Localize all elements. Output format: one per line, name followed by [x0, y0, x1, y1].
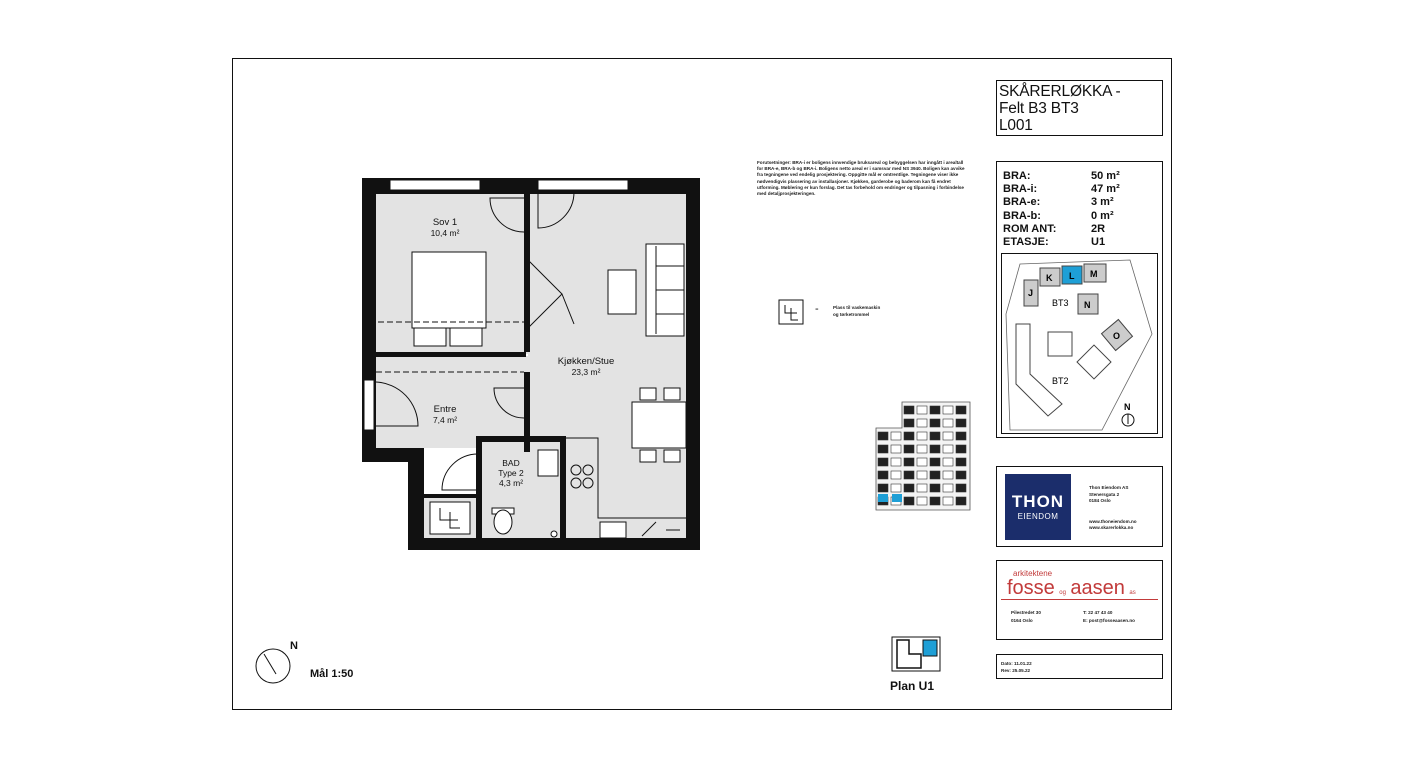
window-bedroom [390, 180, 480, 190]
site-keymap-drawing [1002, 254, 1157, 433]
elevation-cell [904, 484, 914, 492]
date-line1: Dato: 11.01.22 [1001, 661, 1032, 666]
architect-logo [1007, 577, 1136, 600]
area-label: BRA-i: [1003, 183, 1038, 196]
legend-line2: og tørketrommel [833, 311, 870, 317]
elevation-cell [878, 432, 888, 440]
elevation-cell [904, 419, 914, 427]
title-block [996, 80, 1163, 136]
date-line2: Rev: 25.05.22 [1001, 668, 1031, 673]
wall-right [686, 178, 700, 550]
highlight-unit-1 [878, 494, 888, 502]
architect-prefix: arkitektene [1013, 569, 1053, 578]
elevation-cell [878, 445, 888, 453]
elevation-cell [904, 497, 914, 505]
elevation-cell [943, 484, 953, 492]
elevation-cell [956, 406, 966, 414]
room-entre [410, 405, 480, 425]
elevation-cell [917, 497, 927, 505]
wall-bed-living [524, 192, 530, 352]
elevation-cell [917, 458, 927, 466]
room-bad-name: BAD [502, 458, 520, 468]
coffee-table [608, 270, 636, 314]
building-diagram [872, 392, 972, 514]
thon-address2: 0184 Oslo [1089, 498, 1111, 503]
elevation-cell [917, 471, 927, 479]
architect-name2: aasen [1070, 577, 1125, 599]
elevation-cell [917, 419, 927, 427]
window-entry [364, 380, 374, 430]
legend-line1: Plass til vaskemaskin [833, 305, 881, 310]
elevation-cell [930, 432, 940, 440]
door-bath [442, 454, 478, 490]
elevation-cell [904, 458, 914, 466]
dining-table [632, 402, 686, 448]
room-bad-area: 4,3 m² [498, 478, 524, 488]
bath-sink [538, 450, 558, 476]
elevation-cell [943, 419, 953, 427]
wall-tech-top [422, 494, 480, 498]
wall-bath-top [476, 436, 566, 442]
area-value: 2R [1091, 222, 1106, 235]
elevation-cell [956, 471, 966, 479]
elevation-cell [943, 445, 953, 453]
architect-name1: fosse [1007, 577, 1055, 599]
elevation-cell [956, 419, 966, 427]
architect-rule [1001, 599, 1158, 600]
elevation-cell [891, 432, 901, 440]
thon-company: Thon Eiendom AS [1089, 485, 1129, 490]
wall-bath-left [476, 436, 482, 540]
area-value: 3 m² [1091, 196, 1114, 209]
room-sov-name: Sov 1 [432, 217, 458, 228]
unit-number: L001 [999, 117, 1033, 134]
area-value: 47 m² [1091, 183, 1120, 196]
chair-3 [640, 450, 656, 462]
elevation-cell [930, 458, 940, 466]
area-label: ETASJE: [1003, 236, 1049, 248]
architect-phone: T: 22 47 43 40 [1083, 610, 1113, 615]
architect-address2: 0164 Oslo [1011, 618, 1033, 623]
north-arrow-icon [255, 646, 295, 686]
elevation-cell [956, 445, 966, 453]
area-label: BRA: [1003, 170, 1031, 182]
elevation-cell [891, 445, 901, 453]
elevation-cell [930, 497, 940, 505]
area-block [996, 161, 1163, 438]
project-title: SKÅRERLØKKA - [999, 83, 1121, 100]
room-kjokken [546, 357, 626, 377]
architect-block [996, 560, 1163, 640]
plan-u1-label: Plan U1 [890, 679, 935, 693]
architect-address1: Pilestredet 30 [1011, 610, 1041, 615]
thon-address [1089, 485, 1137, 532]
pillow-left [414, 328, 446, 346]
elevation-cell [917, 432, 927, 440]
elevation-cell [956, 484, 966, 492]
block-l-label: L [1069, 271, 1075, 281]
washer-legend-icon [778, 299, 804, 325]
pillow-right [450, 328, 482, 346]
site-keymap [1001, 253, 1158, 434]
bed [412, 252, 486, 328]
area-value: U1 [1091, 236, 1106, 248]
area-label: ROM ANT: [1003, 222, 1057, 235]
room-entre-area: 7,4 m² [432, 415, 458, 425]
elevation-cell [904, 445, 914, 453]
toilet [494, 510, 512, 534]
area-value: 0 m² [1091, 209, 1114, 222]
elevation-cell [917, 406, 927, 414]
chair-1 [640, 388, 656, 400]
elevation-cell [930, 471, 940, 479]
legend-dash: - [815, 303, 819, 315]
keymap-north-label: N [1124, 402, 1131, 412]
elevation-cell [930, 484, 940, 492]
floor-drain [551, 531, 557, 537]
thon-logo-line1: THON [1011, 492, 1065, 511]
window-living [538, 180, 628, 190]
room-kjokken-area: 23,3 m² [571, 367, 601, 377]
developer-block [996, 466, 1163, 547]
elevation-cell [904, 406, 914, 414]
block-j-label: J [1028, 288, 1034, 298]
elevation-cell [878, 471, 888, 479]
elevation-cell [917, 445, 927, 453]
elevation-cell [956, 458, 966, 466]
thon-web2: www.skarerlokka.no [1089, 525, 1134, 530]
elevation-cell [930, 419, 940, 427]
room-bad [486, 458, 536, 488]
kitchen-sink [600, 522, 626, 538]
chair-4 [664, 450, 680, 462]
elevation-cell [930, 445, 940, 453]
elevation-cell [891, 471, 901, 479]
chair-2 [664, 388, 680, 400]
legend-text [833, 305, 880, 318]
elevation-cell [943, 406, 953, 414]
area-label: BRA-e: [1003, 196, 1041, 209]
thon-logo [1005, 474, 1071, 540]
room-bad-type: Type 2 [498, 468, 524, 478]
highlight-unit-2 [892, 494, 902, 502]
room-sov [410, 218, 480, 238]
entry-floor [374, 356, 528, 448]
area-value: 50 m² [1091, 170, 1120, 182]
elevation-cell [943, 497, 953, 505]
elevation-cell [943, 432, 953, 440]
elevation-cell [956, 432, 966, 440]
elevation-cell [943, 471, 953, 479]
elevation-cell [891, 484, 901, 492]
elevation-cell [917, 484, 927, 492]
block-k-label: K [1046, 273, 1053, 283]
thon-logo-line2: EIENDOM [1017, 512, 1059, 521]
elevation-cell [943, 458, 953, 466]
building-bt3-label: BT3 [1052, 298, 1069, 308]
project-field: Felt B3 BT3 [999, 100, 1079, 117]
architect-email: E: post@fosseaasen.no [1083, 618, 1135, 623]
block-m-label: M [1090, 269, 1098, 279]
north-label: N [290, 640, 298, 652]
wall-bottom [408, 538, 700, 550]
scale-label: Mål 1:50 [310, 668, 354, 680]
date-block [996, 654, 1163, 679]
notes-text: Forutsetninger: BRA-i er boligens innvendige bruksareal og bebyggelsen har inngått i arealtall for BRA-e, BRA-b og BRA-i. Boligens netto areal er i samsvar med NS 3940. Boligen kan avvike fra tegningene ved endelig prosjektering. Oppgitte mål er omtrentlige. Tegningene viser ikke nødvendigvis plassering av installasjoner. Kjøkken, garderobe og baderom kan få endret utforming. Møblering er kun forslag. Det tas forbehold om endringer og tilpasning i forbindelse med detaljprosjekteringen. [757, 160, 965, 197]
wall-left-lower [408, 448, 424, 550]
elevation-cell [891, 458, 901, 466]
elevation-cell [956, 497, 966, 505]
area-label: BRA-b: [1003, 209, 1041, 222]
elevation-cell [878, 458, 888, 466]
room-sov-area: 10,4 m² [430, 228, 460, 238]
architect-address [1011, 609, 1041, 625]
block-n-label: N [1084, 300, 1091, 310]
architect-contact [1083, 609, 1135, 625]
room-entre-name: Entre [433, 404, 457, 415]
thon-address1: Stenersgata 2 [1089, 491, 1120, 497]
wall-bath-right [560, 436, 566, 540]
block-o-label: O [1113, 331, 1121, 341]
room-kjokken-name: Kjøkken/Stue [557, 356, 615, 367]
wall-bed-entry [374, 352, 526, 357]
elevation-cell [930, 406, 940, 414]
plan-u1-icon [891, 636, 941, 672]
elevation-cell [878, 484, 888, 492]
thon-web1: www.thoneiendom.no [1089, 518, 1137, 524]
elevation-cell [904, 471, 914, 479]
elevation-cell [904, 432, 914, 440]
date-lines [1001, 660, 1032, 674]
building-bt2-label: BT2 [1052, 376, 1069, 386]
architect-suffix: as [1129, 590, 1136, 596]
architect-og: og [1059, 590, 1066, 596]
